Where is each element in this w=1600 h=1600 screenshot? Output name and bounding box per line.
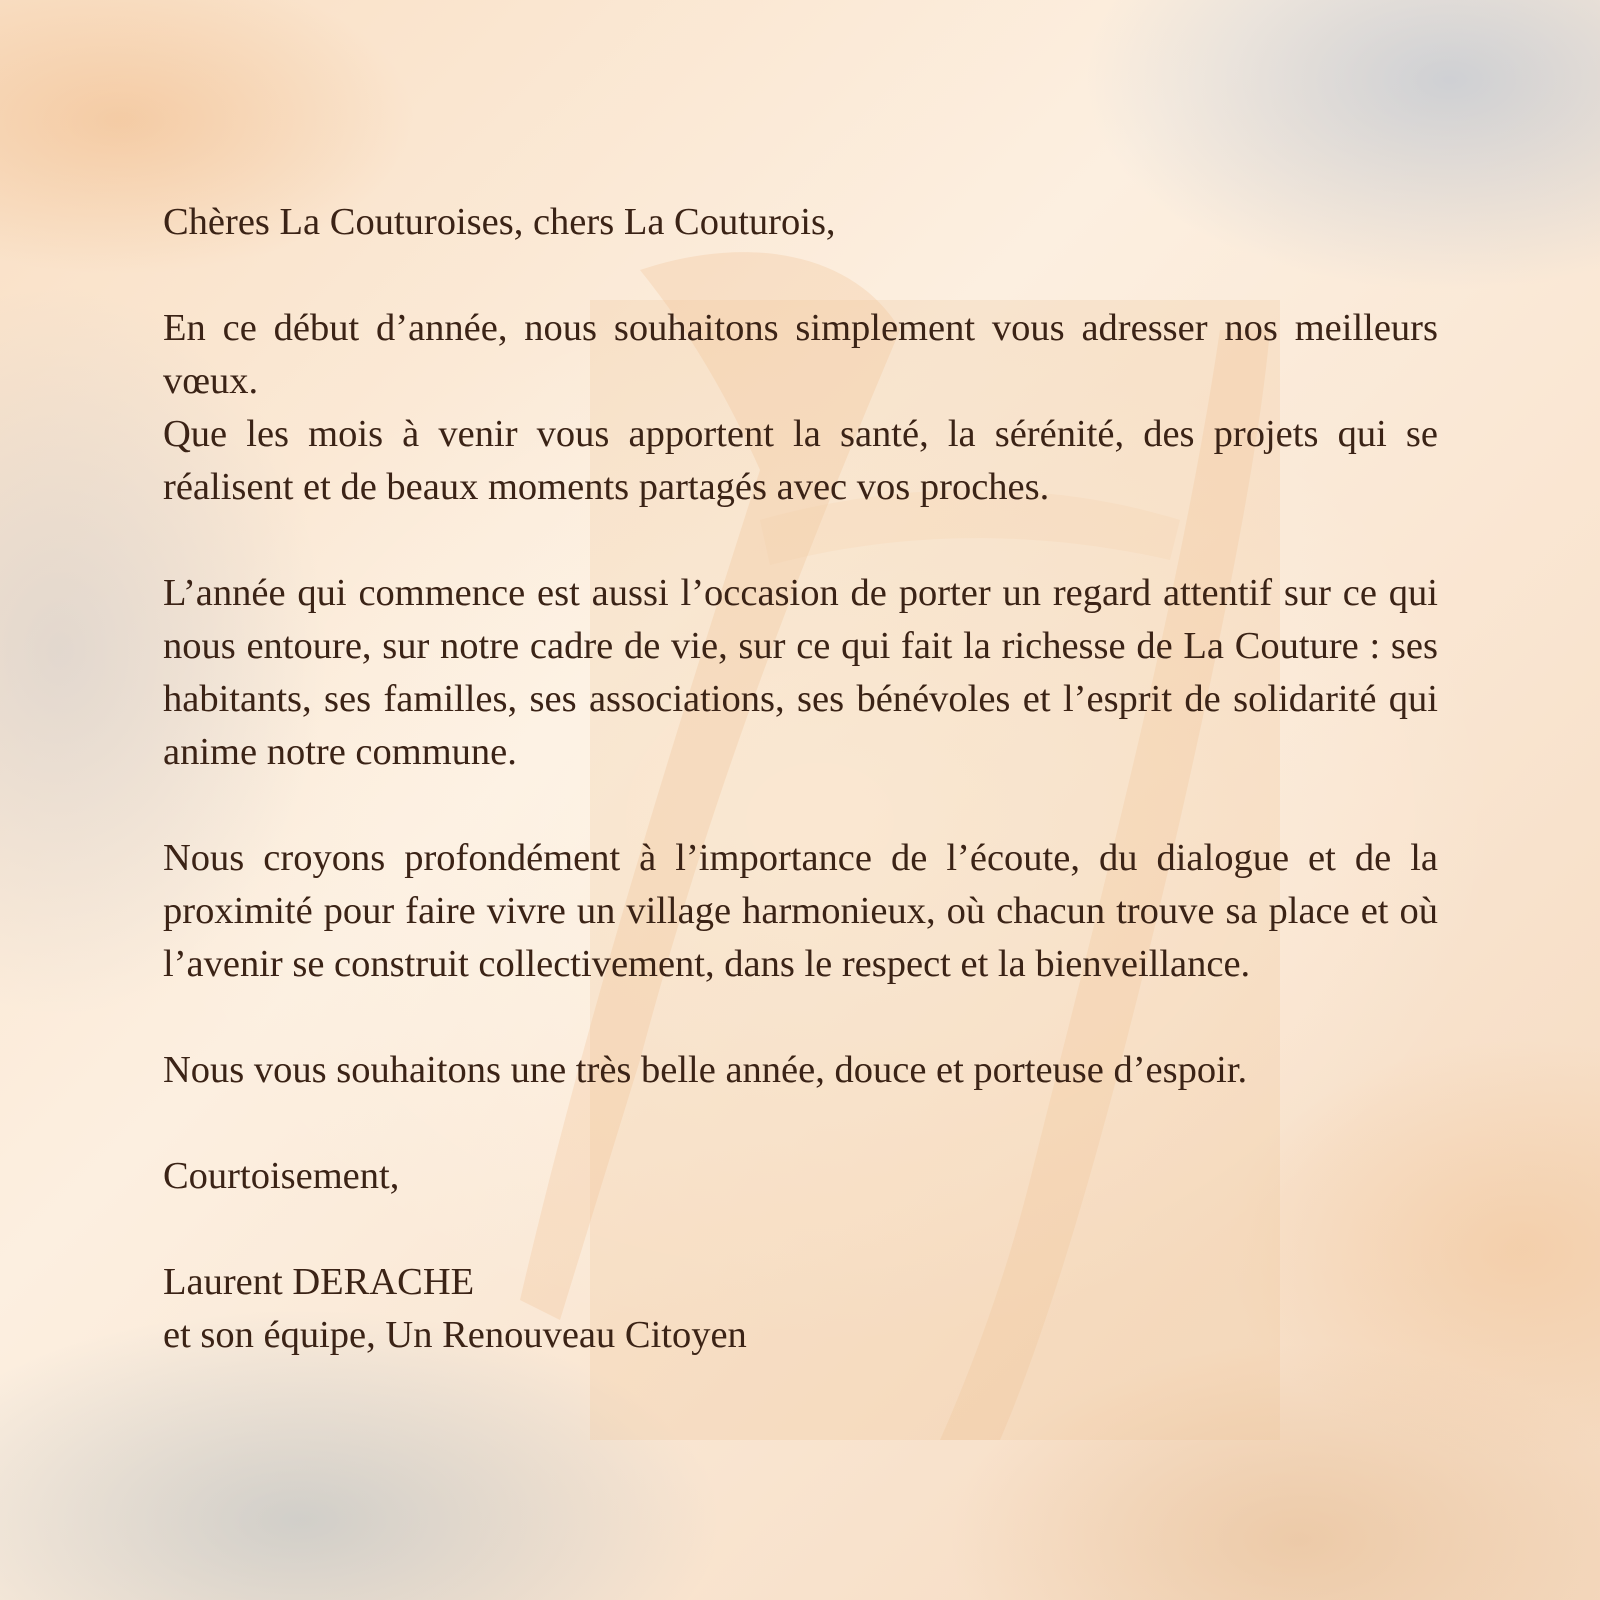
closing: Courtoisement, <box>163 1155 400 1197</box>
signature-name: Laurent DERACHE <box>163 1261 475 1303</box>
paragraph-wishes-continued: Que les mois à venir vous apportent la santé, la sérénité, des projets qui se réalisent et de beaux moments partagés avec vos proches. <box>163 413 1438 508</box>
paragraph-new-year-wish: Nous vous souhaitons une très belle année, douce et porteuse d’espoir. <box>163 1049 1248 1091</box>
letter-body <box>163 196 1438 1362</box>
greeting: Chères La Couturoises, chers La Couturois, <box>163 201 836 243</box>
paragraph-community: L’année qui commence est aussi l’occasion de porter un regard attentif sur ce qui nous entoure, sur notre cadre de vie, sur ce qui fait la richesse de La Couture : ses habitants, ses familles, ses associations, ses bénévoles et l’esprit de solidarité qui anime notre commune. <box>163 572 1438 773</box>
signature-team: et son équipe, Un Renouveau Citoyen <box>163 1314 747 1356</box>
paragraph-values: Nous croyons profondément à l’importance de l’écoute, du dialogue et de la proximité pour faire vivre un village harmonieux, où chacun trouve sa place et où l’avenir se construit collectivement, dans le respect et la bienveillance. <box>163 837 1438 985</box>
paragraph-wishes: En ce début d’année, nous souhaitons simplement vous adresser nos meilleurs vœux. <box>163 307 1438 402</box>
